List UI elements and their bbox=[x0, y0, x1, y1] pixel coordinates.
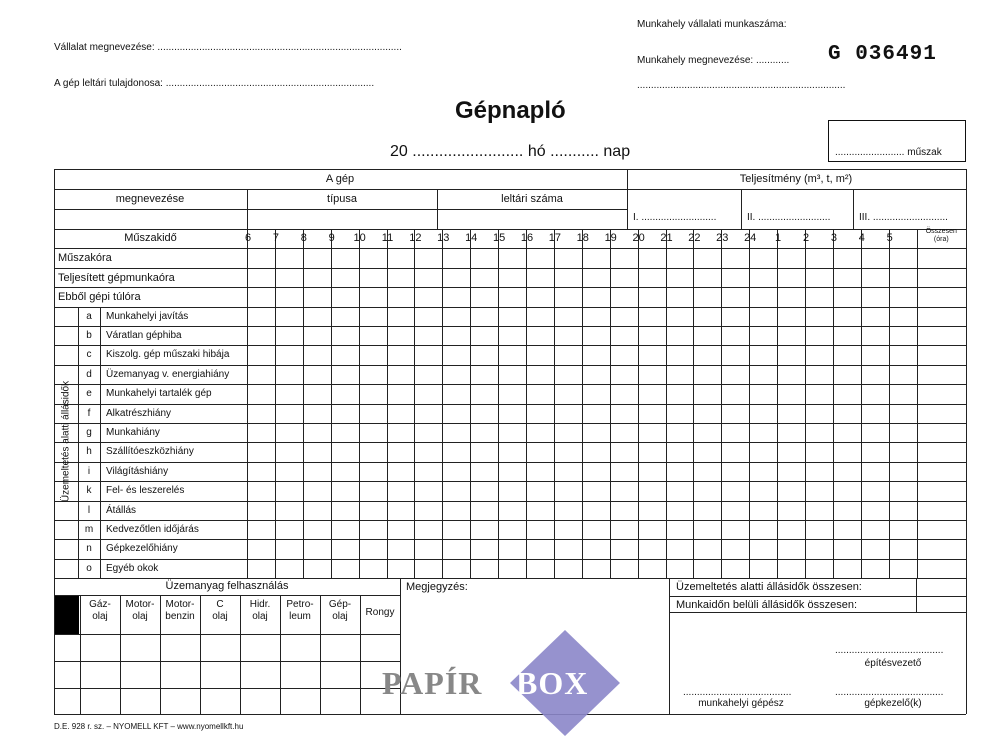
grid-vline bbox=[247, 189, 248, 229]
grid-hline bbox=[54, 634, 400, 635]
hour-column-line bbox=[526, 229, 527, 578]
hour-label-17: 17 bbox=[548, 232, 562, 244]
grid-hline bbox=[54, 501, 966, 502]
table-right-border bbox=[966, 169, 967, 714]
hour-column-line bbox=[470, 229, 471, 578]
hour-column-line bbox=[414, 229, 415, 578]
fuel-col-4-top: Hidr. bbox=[249, 599, 271, 611]
grid-hline bbox=[54, 404, 966, 405]
fuel-col-2-top: Motor- bbox=[165, 599, 195, 611]
downtime-item-e: Munkahelyi tartalék gép bbox=[106, 388, 212, 400]
downtime-code-n: n bbox=[86, 543, 92, 555]
downtime-label-column bbox=[78, 307, 79, 579]
hour-column-line bbox=[387, 229, 388, 578]
downtime-item-g: Munkahiány bbox=[106, 427, 160, 438]
watermark-left-text: PAPÍR bbox=[382, 665, 483, 701]
downtime-code-d: d bbox=[86, 368, 92, 380]
row-machine-work-hours: Teljesített gépmunkaóra bbox=[58, 271, 175, 284]
hour-label-12: 12 bbox=[409, 232, 422, 244]
hour-label-21: 21 bbox=[660, 232, 673, 244]
signature-site-mechanic: munkahelyi gépész bbox=[698, 698, 784, 709]
page-title: Gépnapló bbox=[455, 97, 566, 124]
total-hours-label: Összesen bbox=[925, 228, 957, 235]
hour-label-1: 1 bbox=[775, 232, 782, 244]
hour-label-4: 4 bbox=[858, 232, 865, 244]
fuel-col-7: Rongy bbox=[365, 607, 395, 619]
downtime-item-c: Kiszolg. gép műszaki hibája bbox=[106, 349, 230, 361]
downtime-item-n: Gépkezelőhiány bbox=[106, 543, 178, 555]
table-top-border bbox=[54, 169, 966, 170]
fuel-col-2-bottom: benzin bbox=[165, 611, 195, 623]
signature-line-operator: ....................................... bbox=[835, 687, 944, 698]
hour-label-14: 14 bbox=[465, 232, 478, 244]
performance-shift-3: III. ........................... bbox=[859, 212, 948, 223]
downtime-code-k: k bbox=[86, 485, 92, 497]
footer-print-info: D.E. 928 r. sz. – NYOMELL KFT – www.nyomellkft.hu bbox=[54, 722, 244, 731]
hour-label-7: 7 bbox=[272, 232, 279, 244]
downtime-code-g: g bbox=[86, 427, 92, 438]
hour-column-line bbox=[610, 229, 611, 578]
hour-label-3: 3 bbox=[830, 232, 837, 244]
fuel-black-marker bbox=[55, 596, 79, 634]
hour-label-23: 23 bbox=[716, 232, 729, 244]
downtime-code-o: o bbox=[86, 562, 92, 574]
grid-hline bbox=[669, 612, 966, 613]
downtime-item-h: Szállítóeszközhiány bbox=[106, 446, 194, 458]
hour-column-line bbox=[247, 229, 248, 578]
grid-hline bbox=[54, 345, 966, 346]
papirbox-watermark bbox=[380, 628, 630, 738]
downtime-code-l: l bbox=[87, 504, 91, 516]
signature-construction-manager: építésvezető bbox=[864, 658, 922, 669]
downtime-code-h: h bbox=[86, 446, 92, 458]
fuel-col-4-bottom: olaj bbox=[252, 611, 268, 623]
hour-label-6: 6 bbox=[244, 232, 252, 244]
downtime-item-m: Kedvezőtlen időjárás bbox=[106, 524, 199, 535]
grid-hline bbox=[54, 539, 966, 540]
downtime-item-a: Munkahelyi javítás bbox=[106, 310, 189, 322]
watermark-right-text: BOX bbox=[516, 665, 589, 701]
fuel-col-0-top: Gáz- bbox=[89, 599, 111, 611]
hour-column-line bbox=[777, 229, 778, 578]
downtime-item-o: Egyéb okok bbox=[106, 562, 159, 574]
downtime-item-d: Üzemanyag v. energiahiány bbox=[106, 368, 230, 380]
owner-label: A gép leltári tulajdonosa: ........................................................................... bbox=[54, 78, 375, 89]
downtime-code-f: f bbox=[87, 407, 91, 419]
grid-hline bbox=[54, 595, 400, 596]
fuel-usage-title: Üzemanyag felhasználás bbox=[165, 580, 289, 593]
hour-label-9: 9 bbox=[328, 232, 335, 244]
hour-column-line bbox=[805, 229, 806, 578]
signature-line-mechanic: ....................................... bbox=[683, 687, 792, 698]
hour-column-line bbox=[582, 229, 583, 578]
hour-column-line bbox=[721, 229, 722, 578]
hour-label-18: 18 bbox=[576, 232, 589, 244]
worksite-name-label: Munkahely megnevezése: ............ bbox=[637, 55, 790, 66]
total-hours-unit: (óra) bbox=[933, 236, 949, 243]
grid-hline bbox=[54, 287, 966, 288]
grid-hline bbox=[54, 520, 966, 521]
grid-hline bbox=[54, 578, 966, 579]
fuel-col-6-top: Gép- bbox=[328, 599, 352, 611]
fuel-col-6-bottom: olaj bbox=[332, 611, 348, 623]
machine-section-title: A gép bbox=[325, 173, 355, 185]
grid-vline bbox=[741, 189, 742, 229]
date-line: 20 ......................... hó ........... nap bbox=[390, 143, 631, 160]
operating-downtime-total-label: Üzemeltetés alatti állásidők összesen: bbox=[676, 581, 862, 594]
hour-label-2: 2 bbox=[802, 232, 810, 244]
fuel-col-5-bottom: leum bbox=[289, 611, 311, 623]
worksite-number-label: Munkahely vállalati munkaszáma: bbox=[637, 19, 787, 30]
grid-hline bbox=[54, 661, 400, 662]
grid-hline bbox=[54, 481, 966, 482]
grid-hline bbox=[54, 229, 966, 230]
machine-name-header: megnevezése bbox=[115, 193, 185, 205]
hour-column-line bbox=[442, 229, 443, 578]
downtime-code-b: b bbox=[86, 330, 92, 341]
fuel-col-3-top: C bbox=[216, 599, 224, 611]
downtime-item-i: Világításhiány bbox=[106, 465, 169, 477]
performance-title: Teljesítmény (m³, t, m²) bbox=[739, 173, 853, 185]
hour-label-22: 22 bbox=[688, 232, 701, 244]
hour-label-5: 5 bbox=[886, 232, 893, 244]
grid-vline bbox=[627, 169, 628, 229]
shift-label: ......................... műszak bbox=[835, 147, 942, 158]
grid-vline bbox=[853, 189, 854, 229]
grid-hline bbox=[54, 365, 966, 366]
total-column-line bbox=[917, 229, 918, 578]
downtime-code-column bbox=[100, 307, 101, 579]
grid-hline bbox=[54, 189, 966, 190]
grid-hline bbox=[54, 209, 627, 210]
hour-label-16: 16 bbox=[520, 232, 534, 244]
remark-label: Megjegyzés: bbox=[406, 581, 468, 594]
grid-hline bbox=[54, 384, 966, 385]
hour-column-line bbox=[303, 229, 304, 578]
hour-column-line bbox=[749, 229, 750, 578]
grid-hline bbox=[54, 268, 966, 269]
machine-inventory-header: leltári száma bbox=[501, 193, 563, 205]
fuel-col-1-top: Motor- bbox=[125, 599, 155, 611]
grid-hline bbox=[54, 326, 966, 327]
hour-label-13: 13 bbox=[437, 232, 450, 244]
fuel-col-5-top: Petro- bbox=[286, 599, 314, 611]
hour-label-10: 10 bbox=[353, 232, 366, 244]
machine-type-header: típusa bbox=[327, 193, 357, 205]
hour-label-24: 24 bbox=[744, 232, 757, 244]
signature-operator: gépkezelő(k) bbox=[864, 698, 922, 709]
shift-time-label: Műszakidő bbox=[124, 232, 177, 244]
hour-column-line bbox=[889, 229, 890, 578]
hour-column-line bbox=[359, 229, 360, 578]
hour-column-line bbox=[331, 229, 332, 578]
grid-hline bbox=[54, 248, 966, 249]
hour-column-line bbox=[861, 229, 862, 578]
hour-label-15: 15 bbox=[492, 232, 506, 244]
downtime-code-a: a bbox=[86, 310, 92, 322]
grid-hline bbox=[54, 688, 400, 689]
hour-column-line bbox=[693, 229, 694, 578]
worktime-downtime-total-label: Munkaidőn belüli állásidők összesen: bbox=[676, 599, 857, 612]
grid-hline bbox=[54, 423, 966, 424]
grid-hline bbox=[54, 307, 966, 308]
hour-column-line bbox=[833, 229, 834, 578]
grid-vline bbox=[437, 189, 438, 229]
downtime-code-e: e bbox=[86, 388, 92, 400]
fuel-col-3-bottom: olaj bbox=[212, 611, 228, 623]
row-shift-hours: Műszakóra bbox=[58, 252, 112, 265]
grid-hline bbox=[54, 559, 966, 560]
hour-column-line bbox=[275, 229, 276, 578]
downtime-code-c: c bbox=[86, 349, 92, 361]
downtime-item-f: Alkatrészhiány bbox=[106, 407, 172, 419]
performance-shift-1: I. ........................... bbox=[633, 212, 717, 223]
worksite-dotted-line: ........................................................................... bbox=[637, 80, 846, 91]
fuel-col-1-bottom: olaj bbox=[132, 611, 148, 623]
hour-column-line bbox=[638, 229, 639, 578]
downtime-code-m: m bbox=[84, 524, 94, 535]
hour-column-line bbox=[554, 229, 555, 578]
hour-label-8: 8 bbox=[300, 232, 307, 244]
hour-column-line bbox=[498, 229, 499, 578]
company-name-label: Vállalat megnevezése: ........................................................................................ bbox=[54, 42, 402, 53]
hour-label-20: 20 bbox=[632, 232, 645, 244]
downtime-code-i: i bbox=[87, 465, 91, 477]
summary-divider bbox=[669, 578, 670, 714]
fuel-col-0-bottom: olaj bbox=[92, 611, 108, 623]
hour-label-19: 19 bbox=[604, 232, 617, 244]
grid-hline bbox=[669, 596, 966, 597]
downtime-item-l: Átállás bbox=[106, 504, 137, 516]
row-machine-overtime: Ebből gépi túlóra bbox=[58, 291, 141, 304]
downtime-item-b: Váratlan géphiba bbox=[106, 330, 182, 341]
downtime-vertical-label: Üzemeltetés alatti állásidők bbox=[60, 381, 72, 503]
downtime-item-k: Fel- és leszerelés bbox=[106, 485, 185, 497]
hour-label-11: 11 bbox=[381, 232, 394, 244]
signature-line-construction: ....................................... bbox=[835, 645, 944, 656]
performance-shift-2: II. .......................... bbox=[747, 212, 831, 223]
grid-hline bbox=[54, 442, 966, 443]
serial-number: G 036491 bbox=[828, 43, 937, 66]
hour-column-line bbox=[666, 229, 667, 578]
grid-hline bbox=[54, 462, 966, 463]
